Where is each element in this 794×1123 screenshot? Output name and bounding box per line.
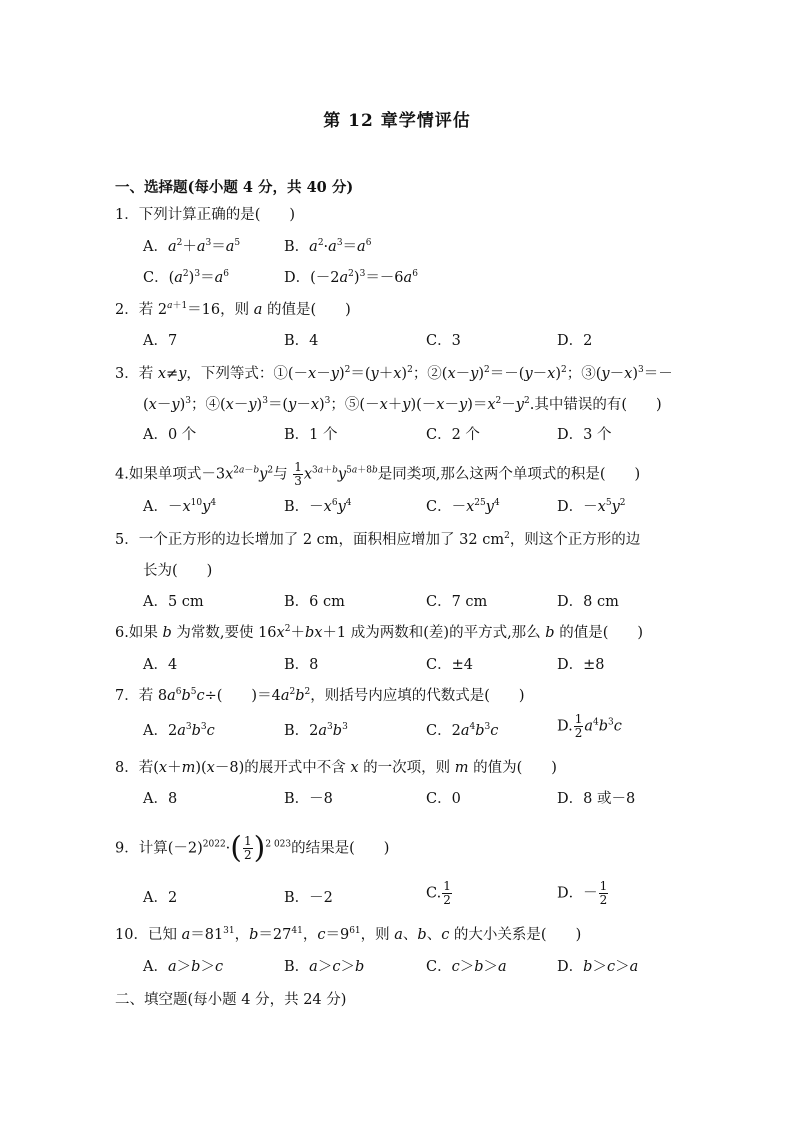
q8-option-a[interactable]: A．8	[143, 791, 178, 807]
question-8: 8．若(x＋m)(x－8)的展开式中不含 x 的一次项，则 m 的值为( )	[115, 760, 557, 776]
q5-option-d[interactable]: D．8 cm	[557, 594, 619, 610]
question-6: 6.如果 b 为常数,要使 $16x^2+bx+1$ 成为两数和(差)的平方式,那么 b 的值是( )	[115, 624, 644, 641]
q4-option-d[interactable]: D．$-x^5y^2$	[557, 498, 626, 515]
q1-option-c[interactable]: C．$(a^2)^3=a^6$	[143, 269, 229, 286]
question-10: 10．已知 $a=81^{31}$，$b=27^{41}$，$c=9^{61}$，则 a、b、c 的大小关系是( )	[115, 926, 582, 943]
q2-option-c[interactable]: C．3	[426, 333, 461, 349]
question-3-line-1: 3．若 x≠y，下列等式：$①(-x-y)^2=(y+x)^2$；$②(x-y)^2=-(y-x)^2$；$③(y-x)^3=-$	[115, 365, 673, 382]
q1-option-d[interactable]: D．$(-2a^2)^3=-6a^6$	[284, 269, 418, 286]
q4-option-c[interactable]: C．$-x^{25}y^4$	[426, 498, 500, 515]
section-heading-choice: 一、选择题(每小题 4 分，共 40 分)	[115, 179, 354, 196]
question-1: 1．下列计算正确的是( )	[115, 207, 296, 223]
q10-option-d[interactable]: D．b＞c＞a	[557, 959, 639, 975]
question-9: 9．计算$(-2)^{2022}\cdot$( $\frac{1}{2}$ )$^{2 023}$的结果是( )	[115, 830, 390, 866]
question-2: 2．若 $2^{a+1}=16$，则 a 的值是( )	[115, 301, 351, 318]
q7-option-c[interactable]: C．$2a^4b^3c$	[426, 722, 499, 739]
question-4: 4.如果单项式$-3x^{2a-b}y^2$与 $\frac{1}{3}$ $x^{3a+b}y^{5a+8b}$是同类项,那么这两个单项式的积是( )	[115, 460, 641, 488]
page-title: 第 12 章学情评估	[323, 111, 471, 131]
q2-option-d[interactable]: D．2	[557, 333, 593, 349]
section-heading-fill: 二、填空题(每小题 4 分，共 24 分)	[115, 992, 347, 1008]
q5-option-b[interactable]: B．6 cm	[284, 594, 345, 610]
q6-option-d[interactable]: D．±8	[557, 657, 605, 673]
q7-option-b[interactable]: B．$2a^3b^3$	[284, 722, 348, 739]
q5-option-a[interactable]: A．5 cm	[143, 594, 204, 610]
q8-option-c[interactable]: C．0	[426, 791, 461, 807]
question-5-line-1: 5．一个正方形的边长增加了 2 cm，面积相应增加了 32 $cm^2$，则这个正方形的边	[115, 531, 641, 548]
q4-option-b[interactable]: B．$-x^6y^4$	[284, 498, 352, 515]
q9-option-d[interactable]: D．－ $\frac{1}{2}$	[557, 879, 608, 907]
q3-option-b[interactable]: B．1 个	[284, 427, 338, 443]
q6-option-c[interactable]: C．±4	[426, 657, 473, 673]
q9-option-b[interactable]: B．－2	[284, 890, 333, 906]
q9-option-c[interactable]: C. $\frac{1}{2}$	[426, 879, 451, 907]
q5-option-c[interactable]: C．7 cm	[426, 594, 488, 610]
fraction-one-third: $\frac{1}{3}$	[294, 460, 302, 488]
question-5-line-2: 长为( )	[143, 563, 213, 579]
q4-option-a[interactable]: A．$-x^{10}y^4$	[143, 498, 217, 515]
question-7: 7．若 $8a^6b^5c\div$( )$=4a^2b^2$，则括号内应填的代数式是( )	[115, 687, 525, 704]
q1-option-b[interactable]: B．$a^2\cdot a^3=a^6$	[284, 238, 372, 255]
q8-option-d[interactable]: D．8 或－8	[557, 791, 636, 807]
q1-option-a[interactable]: A．$a^2+a^3=a^5$	[143, 238, 241, 255]
q9-option-a[interactable]: A．2	[143, 890, 178, 906]
q6-option-a[interactable]: A．4	[143, 657, 178, 673]
q10-option-c[interactable]: C．c＞b＞a	[426, 959, 507, 975]
q3-option-c[interactable]: C．2 个	[426, 427, 480, 443]
q7-option-d[interactable]: D. $\frac{1}{2}$ $a^4b^3c$	[557, 712, 622, 740]
q10-option-a[interactable]: A．a＞b＞c	[143, 959, 224, 975]
q2-option-a[interactable]: A．7	[143, 333, 178, 349]
q10-option-b[interactable]: B．a＞c＞b	[284, 959, 365, 975]
question-3-line-2: $(x-y)^3$；$④(x-y)^3=(y-x)^3$；$⑤(-x+y)(-x-y)=x^2-y^2$.其中错误的有( )	[143, 396, 662, 413]
q7-option-a[interactable]: A．$2a^3b^3c$	[143, 722, 215, 739]
q6-option-b[interactable]: B．8	[284, 657, 319, 673]
q3-option-a[interactable]: A．0 个	[143, 427, 197, 443]
q8-option-b[interactable]: B．－8	[284, 791, 333, 807]
q2-option-b[interactable]: B．4	[284, 333, 319, 349]
q3-option-d[interactable]: D．3 个	[557, 427, 612, 443]
